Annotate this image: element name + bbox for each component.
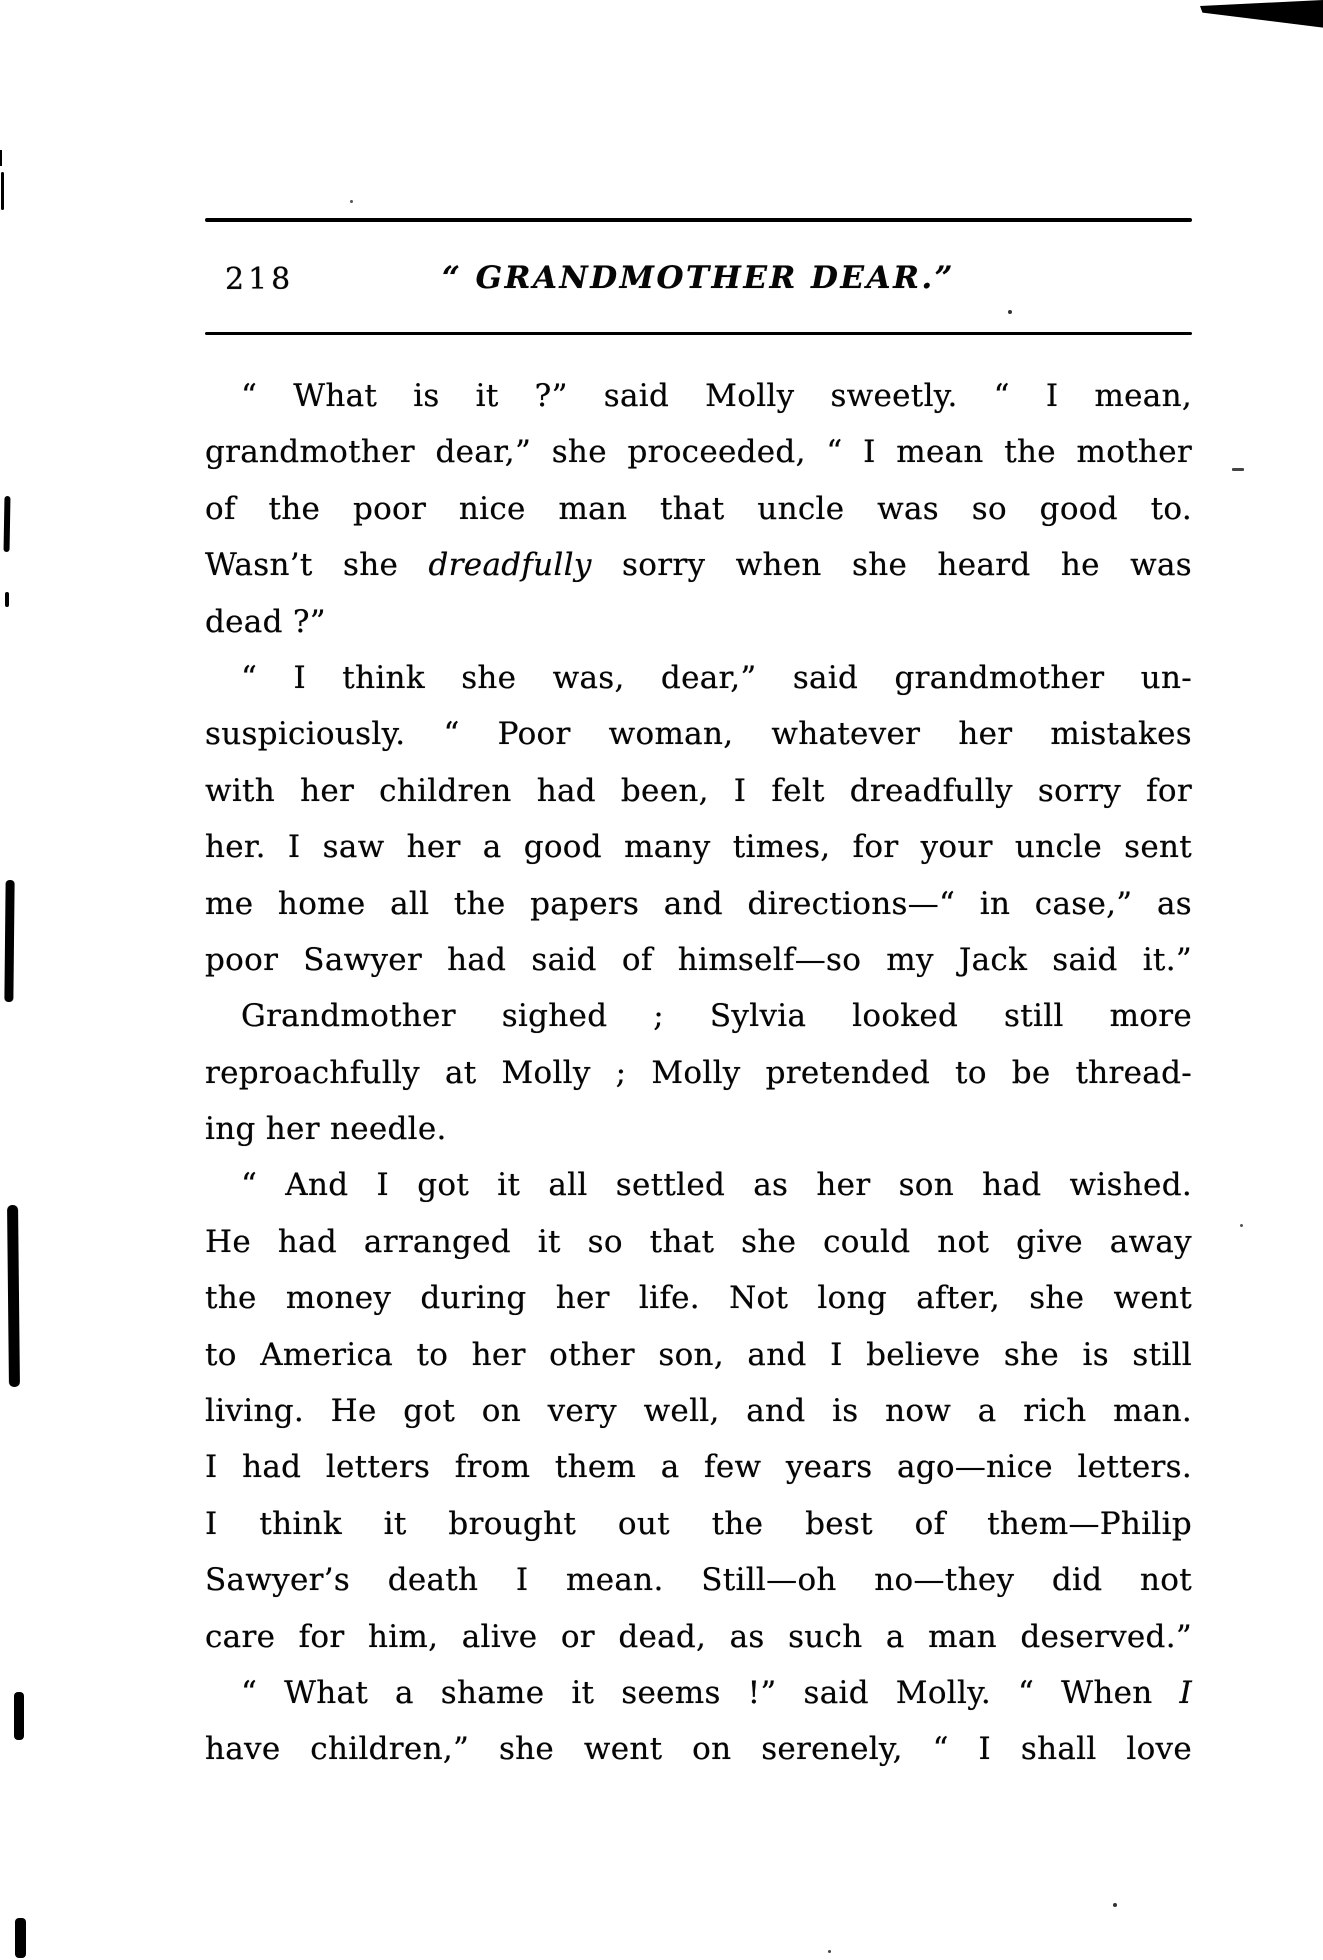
text-segment: Sawyer’s death I mean. Still—oh no—they did not [205,1562,1192,1599]
text-segment: have children,” she went on serenely, “ I shall love [205,1731,1192,1768]
text-line [205,932,1192,988]
text-segment: the money during her life. Not long after, she went [205,1280,1192,1317]
text-segment: “ And I got it all settled as her son had wished. [241,1167,1192,1204]
text-line [205,1270,1192,1326]
scan-speck [828,1950,831,1953]
text-line [205,1496,1192,1552]
text-segment: “ I think she was, dear,” said grandmother un- [241,659,1192,696]
text-line [205,1101,1192,1157]
text-segment: He had arranged it so that she could not give away [205,1223,1192,1260]
text-segment: of the poor nice man that uncle was so good to. [205,490,1192,527]
text-segment: “ What a shame it seems !” said Molly. “ When [241,1674,1180,1711]
text-segment: Grandmother sighed ; Sylvia looked still more [241,998,1192,1035]
text-segment: her. I saw her a good many times, for your uncle sent [205,829,1192,866]
scan-artifact-left-mark [4,496,11,552]
text-segment: reproachfully at Molly ; Molly pretended to be thread- [205,1054,1192,1091]
text-line [205,1383,1192,1439]
text-line [205,819,1192,875]
text-line [205,481,1192,537]
scan-speck [350,200,353,203]
text-line [205,1552,1192,1608]
running-header [205,252,1192,308]
text-segment: I had letters from them a few years ago—nice letters. [205,1449,1192,1486]
scan-speck [1008,310,1012,314]
text-segment: to America to her other son, and I believe she is still [205,1336,1192,1373]
text-line [205,1214,1192,1270]
text-segment: grandmother dear,” she proceeded, “ I mean the mother [205,434,1192,471]
text-segment: poor Sawyer had said of himself—so my Jack said it.” [205,941,1192,978]
text-segment: I think it brought out the best of them—Philip [205,1505,1192,1542]
page-number: 218 [225,262,295,297]
text-line [205,763,1192,819]
text-line [205,1439,1192,1495]
scan-artifact-left-mark [0,150,2,166]
text-segment: sorry when she heard he was [591,547,1192,584]
text-line [205,650,1192,706]
page-body [205,368,1192,1778]
text-segment: living. He got on very well, and is now a rich man. [205,1393,1192,1430]
scan-artifact-corner-wedge [1200,0,1323,30]
header-rule-bottom [205,332,1192,335]
scan-speck [1232,468,1244,471]
scan-artifact-left-mark [4,880,14,1002]
text-segment: Wasn’t she [205,547,429,584]
header-rule-top [205,218,1192,222]
scan-artifact-left-mark [7,1205,20,1387]
text-segment: with her children had been, I felt dreadfully sorry for [205,772,1192,809]
text-segment: me home all the papers and directions—“ in case,” as [205,885,1192,922]
text-line [205,1157,1192,1213]
scan-artifact-left-mark [15,1918,26,1958]
italic-text-segment: dreadfully [428,547,592,584]
text-line [205,706,1192,762]
scan-artifact-left-mark [1,172,4,210]
scan-artifact-left-mark [14,1692,24,1740]
text-line [205,424,1192,480]
text-line [205,537,1192,593]
text-segment: dead ?” [205,603,326,640]
text-line [205,988,1192,1044]
text-line [205,594,1192,650]
text-line [205,876,1192,932]
scan-speck [1240,1224,1243,1227]
text-segment: ing her needle. [205,1111,447,1148]
text-segment: “ What is it ?” said Molly sweetly. “ I mean, [241,378,1192,414]
text-line [205,1045,1192,1101]
scan-artifact-left-mark [5,592,9,607]
italic-text-segment: I [1179,1674,1192,1711]
text-segment: care for him, alive or dead, as such a man deserved.” [205,1618,1192,1655]
running-title: “ GRANDMOTHER DEAR.” [442,260,955,296]
text-line [205,368,1192,424]
text-line [205,1665,1192,1721]
text-line [205,1609,1192,1665]
scan-speck [1113,1903,1117,1907]
text-line [205,1327,1192,1383]
text-segment: suspiciously. “ Poor woman, whatever her mistakes [205,716,1192,753]
text-line [205,1721,1192,1777]
